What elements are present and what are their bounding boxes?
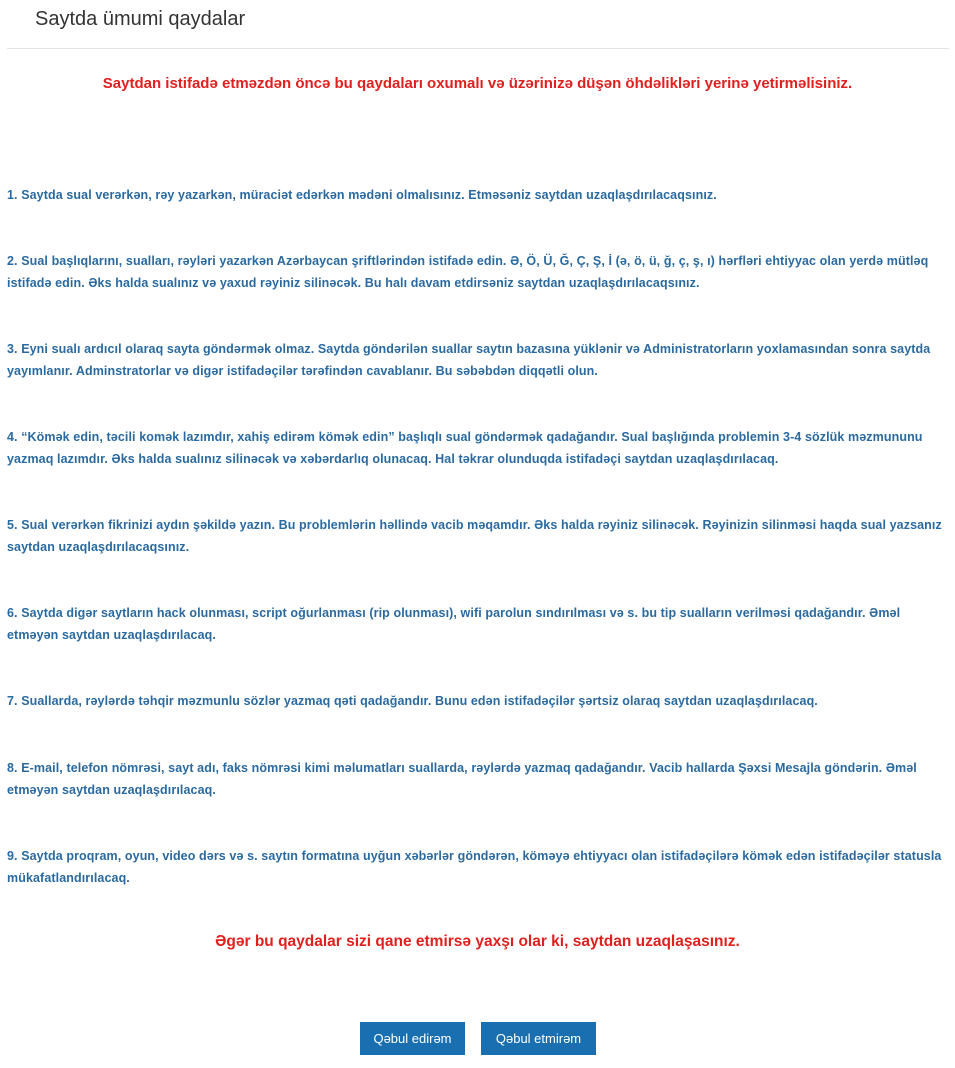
accept-button[interactable]: Qəbul edirəm [360, 1022, 465, 1055]
rule-item-6: 6. Saytda digər saytların hack olunması, script oğurlanması (rip olunması), wifi parolun sındırılması və s. bu tip sualların verilməsi qadağandır. Əməl etməyən saytdan uzaqlaşdırılacaq. [7, 606, 901, 642]
decline-button[interactable]: Qəbul etmirəm [481, 1022, 596, 1055]
page-title: Saytda ümumi qaydalar [35, 8, 246, 30]
bottom-warning: Əgər bu qaydalar sizi qane etmirsə yaxşı olar ki, saytdan uzaqlaşasınız. [215, 933, 740, 950]
rule-item-3: 3. Eyni sualı ardıcıl olaraq sayta göndərmək olmaz. Saytda göndərilən suallar saytın bazasına yüklənir və Administratorların yoxlamasından sonra saytda yayımlanır. Adminstratorlar və digər istifadəçilər tərəfindən cavablanır. Bu səbəbdən diqqətli olun. [7, 342, 931, 378]
rule-item-7: 7. Suallarda, rəylərdə təhqir məzmunlu sözlər yazmaq qəti qadağandır. Bunu edən istifadəçilər şərtsiz olaraq saytdan uzaqlaşdırılacaq. [7, 694, 818, 708]
rule-item-9: 9. Saytda proqram, oyun, video dərs və s. saytın formatına uyğun xəbərlər göndərən, köməyə ehtiyyacı olan istifadəçilərə kömək edən istifadəçilər statusla mükafatlandırılacaq. [7, 849, 942, 885]
header-divider [7, 48, 949, 49]
rule-item-5: 5. Sual verərkən fikrinizi aydın şəkildə yazın. Bu problemlərin həllində vacib məqamdır. Əks halda rəyiniz silinəcək. Rəyinizin silinməsi haqda sual yazsanız saytdan uzaqlaşdırılacaqsınız. [7, 518, 942, 554]
top-warning: Saytdan istifadə etməzdən öncə bu qaydaları oxumalı və üzərinizə düşən öhdəlikləri yerinə yetirməlisiniz. [102, 75, 853, 92]
rule-item-2: 2. Sual başlıqlarını, sualları, rəyləri yazarkən Azərbaycan şriftlərindən istifadə edin. Ə, Ö, Ü, Ğ, Ç, Ş, İ (ə, ö, ü, ğ, ç, ş, ı) hərfləri ehtiyyac olan yerdə mütləq istifadə edin. Əks halda sualınız və yaxud rəyiniz silinəcək. Bu halı davam etdirsəniz saytdan uzaqlaşdırılacaqsınız. [7, 254, 929, 290]
rule-item-1: 1. Saytda sual verərkən, rəy yazarkən, müraciət edərkən mədəni olmalısınız. Etməsəniz saytdan uzaqlaşdırılacaqsınız. [7, 188, 717, 202]
rule-item-4: 4. “Kömək edin, təcili komək lazımdır, xahiş edirəm kömək edin” başlıqlı sual göndərmək qadağandır. Sual başlığında problemin 3-4 sözlük məzmununu yazmaq lazımdır. Əks halda sualınız silinəcək və xəbərdarlıq olunacaq. Hal təkrar olunduqda istifadəçi saytdan uzaqlaşdırılacaq. [7, 430, 923, 466]
rule-item-8: 8. E-mail, telefon nömrəsi, sayt adı, faks nömrəsi kimi məlumatları suallarda, rəylərdə yazmaq qadağandır. Vacib hallarda Şəxsi Mesajla göndərin. Əməl etməyən saytdan uzaqlaşdırılacaq. [7, 761, 917, 797]
